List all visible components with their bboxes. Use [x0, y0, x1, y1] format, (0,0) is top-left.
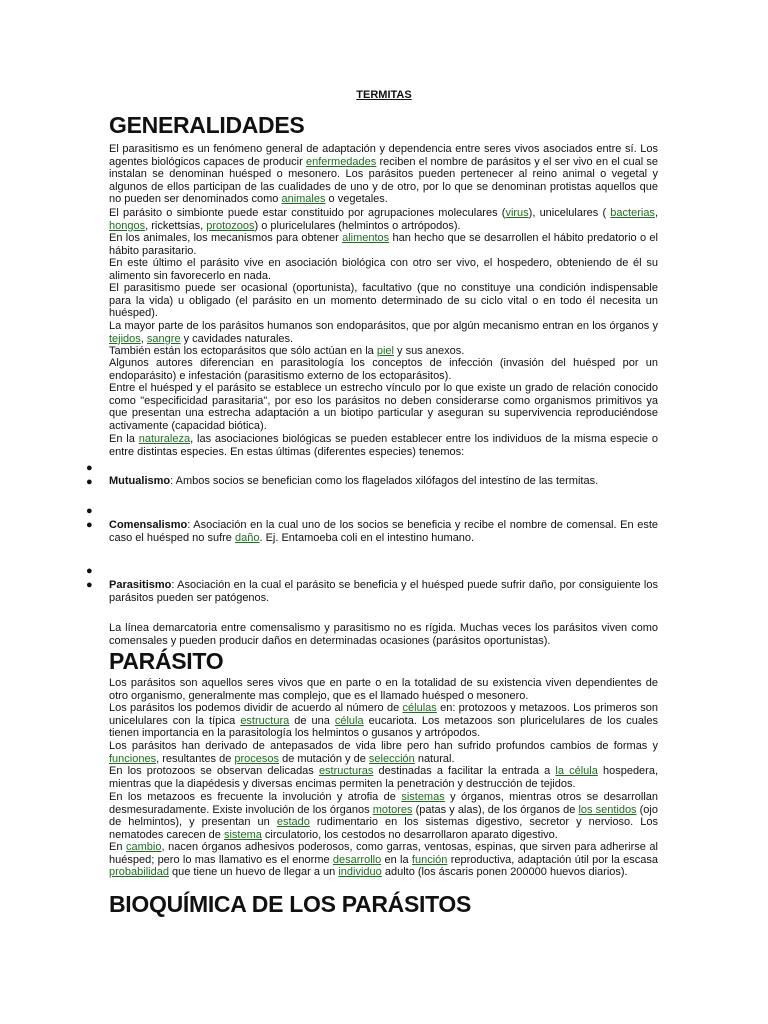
paragraph: La línea demarcatoria entre comensalismo y parasitismo no es rígida. Muchas veces los parásitos viven como comensales y pueden producir daños en determinadas ocasiones (parásitos oportunistas).	[109, 622, 658, 647]
link-procesos[interactable]: procesos	[234, 752, 280, 765]
paragraph: El parasitismo puede ser ocasional (oportunista), facultativo (que no constituye una condición indispensable para la vida) u obligado (el parásito en un momento determinado de su ciclo vital o en todo él necesita un huésped).	[109, 282, 658, 320]
document-title: TERMITAS	[356, 89, 412, 101]
link-dano[interactable]: daño	[234, 531, 260, 544]
link-la-celula[interactable]: la célula	[555, 765, 598, 777]
paragraph: Algunos autores diferencian en parasitología los conceptos de infección (invasión del huésped por un endoparásito) e infestación (parasitismo externo de los ectoparásitos).	[109, 357, 658, 382]
list-item-mutualismo: Mutualismo: Ambos socios se benefician como los flagelados xilófagos del intestino de las termitas.	[109, 475, 599, 487]
link-enfermedades[interactable]: enfermedades	[305, 155, 377, 168]
link-los-sentidos[interactable]: los sentidos	[578, 803, 637, 816]
link-estado[interactable]: estado	[276, 816, 310, 829]
paragraph: El parasitismo es un fenómeno general de adaptación y dependencia entre seres vivos asociados entre sí. Los agentes biológicos capaces de producir enfermedades reciben el nombre de parásitos y el ser vivo en el cual se instalan se denominan huésped o mesonero. Los parásitos pueden pertenecer al reino animal o vegetal y algunos de ellos participan de las cualidades de uno y de otro, por lo que se denominan protistas aquellos que no pueden ser denominados como animales o vegetales.	[109, 143, 658, 206]
link-alimentos[interactable]: alimentos	[342, 232, 390, 244]
paragraph: En cambio, nacen órganos adhesivos poderosos, como garras, ventosas, espinas, que sirven para adherirse al huésped; pero lo mas llamativo es el enorme desarrollo en la función reproductiva, adaptación útil por la escasa probabilidad que tiene un huevo de llegar a un individuo adulto (los áscaris ponen 200000 huevos diarios).	[109, 841, 658, 879]
bullet-icon: ●	[86, 519, 93, 531]
link-sangre[interactable]: sangre	[146, 332, 181, 345]
link-animales[interactable]: animales	[281, 193, 326, 206]
bullet-icon: ●	[86, 476, 93, 488]
heading-generalidades: GENERALIDADES	[109, 112, 305, 138]
link-seleccion[interactable]: selección	[368, 752, 415, 765]
link-desarrollo[interactable]: desarrollo	[332, 853, 382, 866]
link-funcion[interactable]: función	[411, 853, 448, 866]
paragraph: En los protozoos se observan delicadas estructuras destinadas a facilitar la entrada a la célula hospedera, mientras que la diapédesis y diversas encimas permiten la penetración y destrucción de tejidos.	[109, 765, 659, 790]
paragraph: La mayor parte de los parásitos humanos son endoparásitos, que por algún mecanismo entran en los órganos y tejidos, sangre y cavidades naturales.	[109, 320, 658, 345]
link-virus[interactable]: virus	[505, 207, 529, 219]
link-tejidos[interactable]: tejidos	[109, 332, 141, 345]
paragraph: En la naturaleza, las asociaciones biológicas se pueden establecer entre los individuos de la misma especie o entre distintas especies. En estas últimas (diferentes especies) tenemos:	[109, 433, 658, 458]
link-probabilidad[interactable]: probabilidad	[109, 866, 169, 879]
link-funciones[interactable]: funciones	[109, 752, 157, 765]
paragraph: También están los ectoparásitos que sólo actúan en la piel y sus anexos.	[109, 345, 465, 357]
link-cambio[interactable]: cambio	[126, 841, 162, 853]
paragraph: Los parásitos son aquellos seres vivos que en parte o en la totalidad de su existencia viven dependientes de otro organismo, generalmente mas complejo, que es el llamado huésped o mesonero.	[109, 677, 658, 702]
link-bacterias[interactable]: bacterias	[610, 207, 655, 219]
paragraph: Entre el huésped y el parásito se establece un estrecho vínculo por lo que existe un grado de relación conocido como "especificidad parasitaria", por eso los parásitos no deben considerarse como organismos primitivos ya que presentan una estrecha adaptación a un biotipo particular y aseguran su supervivencia reproduciéndose activamente (capacidad biótica).	[109, 382, 658, 432]
link-estructuras[interactable]: estructuras	[318, 765, 374, 777]
link-sistemas[interactable]: sistemas	[401, 791, 445, 803]
paragraph: El parásito o simbionte puede estar constituido por agrupaciones moleculares (virus), unicelulares ( bacterias, hongos, rickettsias, protozoos) o pluricelulares (helmintos o artrópodos).	[109, 207, 658, 232]
bullet-icon: ●	[86, 462, 93, 474]
link-sistema[interactable]: sistema	[223, 828, 262, 841]
list-item-parasitismo: Parasitismo: Asociación en la cual el parásito se beneficia y el huésped puede sufrir daño, por consiguiente los parásitos pueden ser patógenos.	[109, 579, 658, 604]
heading-parasito: PARÁSITO	[109, 648, 224, 674]
bullet-icon: ●	[86, 565, 93, 577]
link-estructura[interactable]: estructura	[240, 714, 290, 727]
link-naturaleza[interactable]: naturaleza	[138, 433, 191, 445]
link-hongos[interactable]: hongos	[109, 219, 146, 232]
link-individuo[interactable]: individuo	[338, 866, 382, 879]
link-celula[interactable]: célula	[334, 714, 364, 727]
paragraph: En este último el parásito vive en asociación biológica con otro ser vivo, el hospedero, obteniendo de él su alimento sin favorecerlo en nada.	[109, 257, 658, 282]
bullet-icon: ●	[86, 505, 93, 517]
paragraph: En los metazoos es frecuente la involución y atrofia de sistemas y órganos, mientras otros se desarrollan desmesuradamente. Existe involución de los órganos motores (patas y alas), de los órganos de los sentidos (ojo de helmintos), y presentan un estado rudimentario en los sistemas digestivo, secretor y nervioso. Los nematodes carecen de sistema circulatorio, los cestodos no desarrollaron aparato digestivo.	[109, 791, 658, 841]
paragraph: Los parásitos los podemos dividir de acuerdo al número de células en: protozoos y metazoos. Los primeros son unicelulares con la típica estructura de una célula eucariota. Los metazoos son pluricelulares de los cuales tienen importancia en la parasitología los helmintos o gusanos y artrópodos.	[109, 702, 659, 740]
paragraph: En los animales, los mecanismos para obtener alimentos han hecho que se desarrollen el hábito predatorio o el hábito parasitario.	[109, 232, 658, 257]
bullet-icon: ●	[86, 579, 93, 591]
link-protozoos[interactable]: protozoos	[206, 219, 255, 232]
link-celulas[interactable]: células	[402, 702, 437, 714]
link-motores[interactable]: motores	[372, 803, 413, 816]
heading-bioquimica: BIOQUÍMICA DE LOS PARÁSITOS	[109, 891, 472, 917]
list-item-comensalismo: Comensalismo: Asociación en la cual uno de los socios se beneficia y recibe el nombre de comensal. En este caso el huésped no sufre daño. Ej. Entamoeba coli en el intestino humano.	[109, 519, 658, 544]
link-piel[interactable]: piel	[376, 345, 394, 357]
paragraph: Los parásitos han derivado de antepasados de vida libre pero han sufrido profundos cambios de formas y funciones, resultantes de procesos de mutación y de selección natural.	[109, 740, 658, 765]
